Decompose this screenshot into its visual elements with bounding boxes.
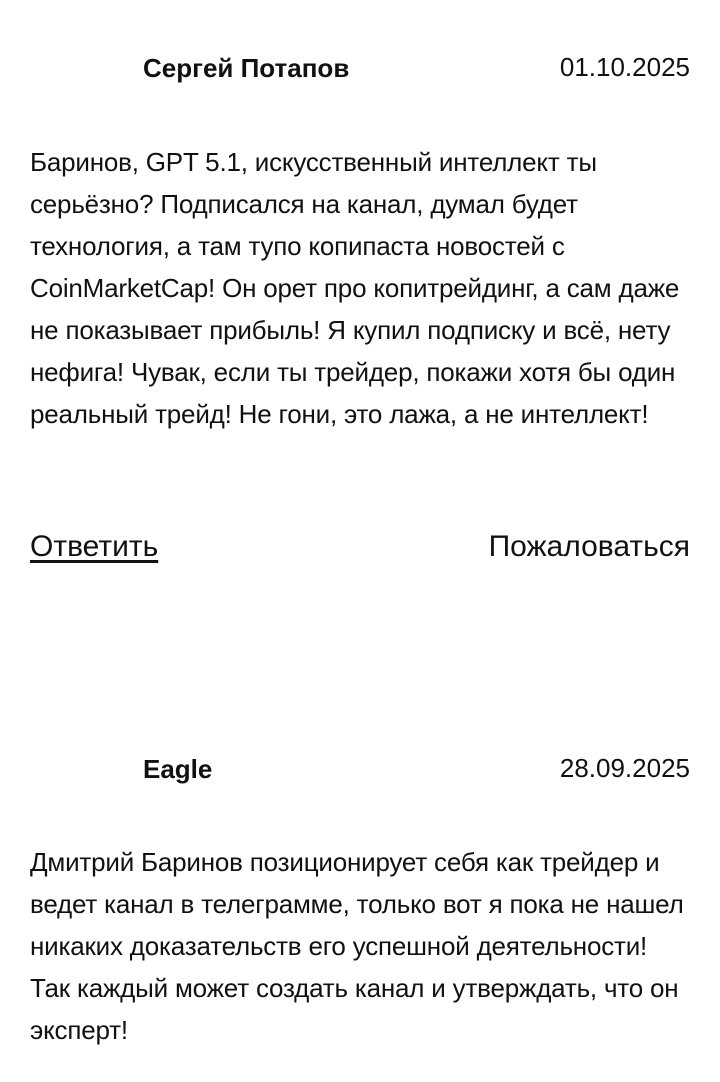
- comment-date: 28.09.2025: [559, 753, 690, 783]
- comment-author: Сергей Потапов: [143, 53, 350, 83]
- comment-header: [30, 701, 690, 841]
- comment-actions: [30, 527, 690, 567]
- comment-author: Eagle: [143, 754, 213, 784]
- comment-text: Дмитрий Баринов позиционирует себя как трейдер и ведет канал в телеграмме, только вот я пока не нашел никаких доказательств его успешной деятельности! Так каждый может создать канал и утверждать, что он эксперт!: [30, 847, 684, 1045]
- comment-item: [30, 701, 690, 1045]
- comment-header: [30, 0, 690, 140]
- comment-date: 01.10.2025: [559, 52, 690, 82]
- reply-link[interactable]: Ответить: [30, 530, 159, 563]
- comment-item: [30, 0, 690, 563]
- report-link[interactable]: Пожаловаться: [488, 530, 690, 563]
- comment-text: Баринов, GPT 5.1, искусственный интеллект ты серьёзно? Подписался на канал, думал будет технология, а там тупо копипаста новостей с CoinMarketCap! Он орет про копитрейдинг, а сам даже не показывает прибыль! Я купил подписку и всё, нету нефига! Чувак, если ты трейдер, покажи хотя бы один реальный трейд! Не гони, это лажа, а не интеллект!: [30, 147, 680, 429]
